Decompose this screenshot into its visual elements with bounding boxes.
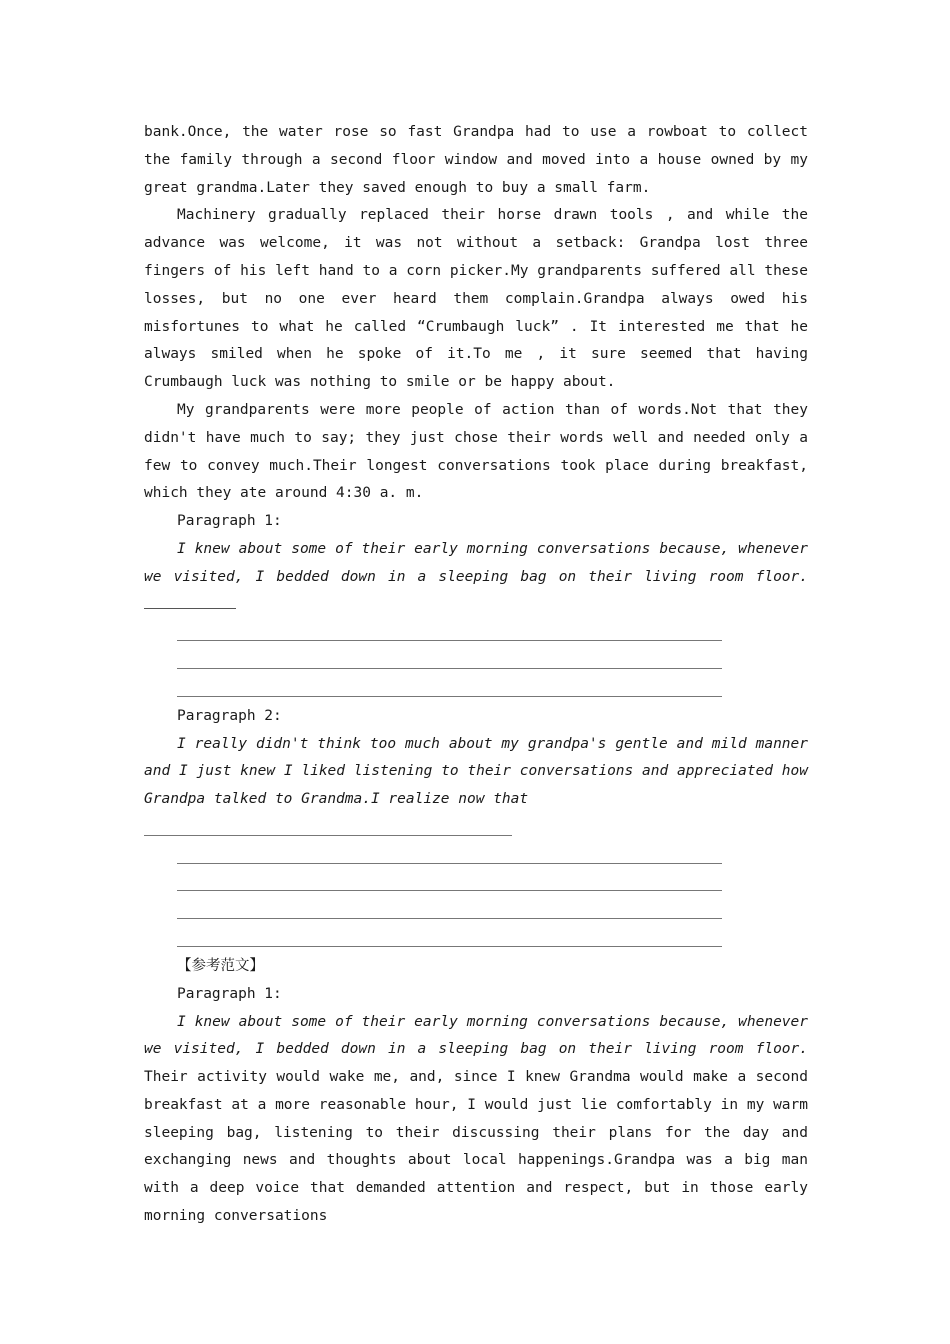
story-paragraph-action: My grandparents were more people of action than of words.Not that they didn't have much to say; they just chose their words well and needed only a few to convey much.Their longest conversations took place during breakfast, which they ate around 4:30 a. m. [144, 401, 808, 502]
task-paragraph-1-label: Paragraph 1: [177, 513, 282, 530]
sample-paragraph-1-continuation: Their activity would wake me, and, since I knew Grandma would make a second breakfast at a more reasonable hour, I would just lie comfortably in my warm sleeping bag, listening to their discussing their plans for the day and exchanging news and thoughts about local happenings.Grandpa was a big man with a deep voice that demanded attention and respect, but in those early morning conversations [144, 1069, 808, 1225]
answer-line-short [144, 814, 808, 842]
answer-line [144, 675, 808, 703]
story-paragraph-machinery: Machinery gradually replaced their horse drawn tools , and while the advance was welcome, it was not without a setback: Grandpa lost three fingers of his left hand to a corn picker.My grandparents suffered all these losses, but no one ever heard them complain.Grandpa always owed his misfortunes to what he called “Crumbaugh luck” . It interested me that he always smiled when he spoke of it.To me , it sure seemed that having Crumbaugh luck was nothing to smile or be happy about. [144, 207, 808, 391]
answer-line [144, 647, 808, 675]
answer-line [144, 870, 808, 898]
sample-paragraph-1-opening: I knew about some of their early morning conversations because, whenever we visited, I bedded down in a sleeping bag on their living room floor. [144, 1013, 808, 1058]
task-paragraph-2-label: Paragraph 2: [177, 707, 282, 724]
answer-line [144, 925, 808, 953]
task-paragraph-2-opening: I really didn't think too much about my grandpa's gentle and mild manner and I just knew I liked listening to their conversations and appreciated how Grandpa talked to Grandma.I realize now that [144, 735, 808, 808]
story-paragraph-bank: bank.Once, the water rose so fast Grandpa had to use a rowboat to collect the family through a second floor window and moved into a house owned by my great grandma.Later they saved enough to buy a small farm. [144, 124, 808, 196]
task-paragraph-1-opening [144, 536, 808, 619]
answer-line [144, 619, 808, 647]
sample-paragraph-1 [144, 1009, 808, 1231]
answer-blank-inline [144, 594, 236, 609]
document-page [144, 119, 808, 1231]
sample-paragraph-1-label: Paragraph 1: [177, 985, 282, 1002]
answer-line [144, 842, 808, 870]
sample-essay-heading: 【参考范文】 [177, 957, 264, 974]
answer-line [144, 897, 808, 925]
task-paragraph-1-opening-text: I knew about some of their early morning conversations because, whenever we visited, I bedded down in a sleeping bag on their living room floor. [144, 540, 808, 585]
